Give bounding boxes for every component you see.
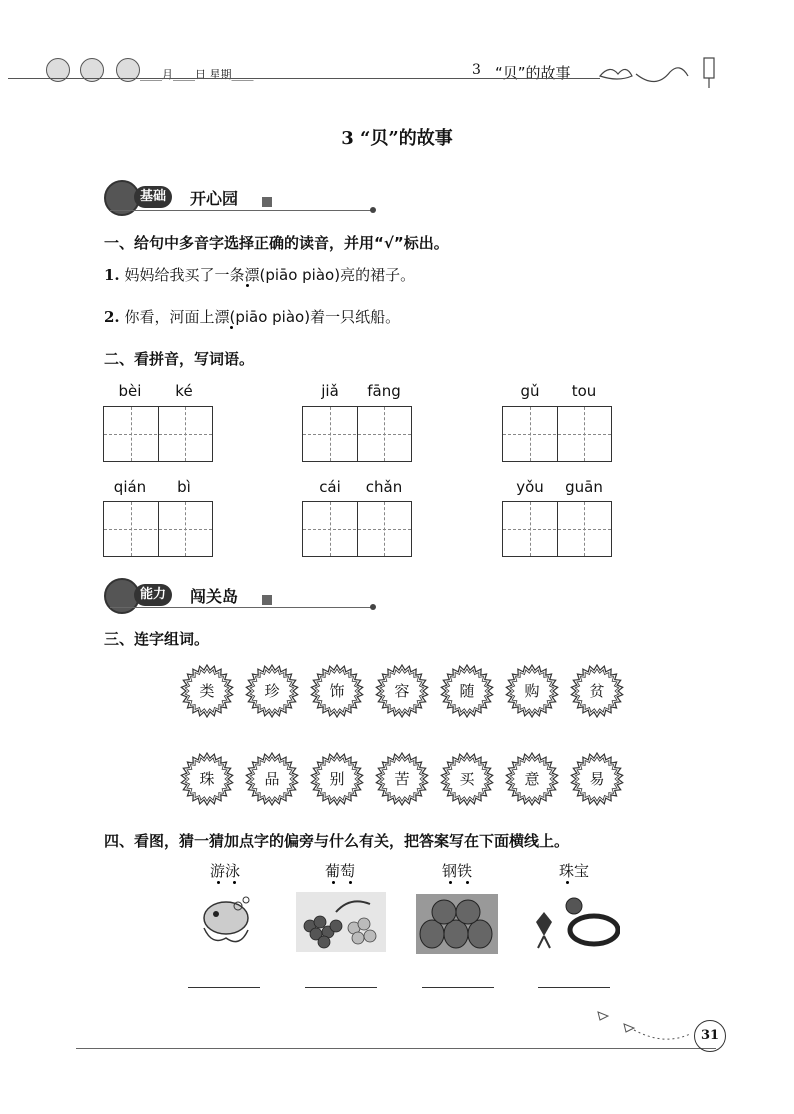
date-field: ____月____日 星期____ bbox=[140, 68, 254, 81]
char-burst[interactable] bbox=[180, 664, 234, 718]
emphasis-dot bbox=[233, 881, 236, 884]
burst-char: 别 bbox=[329, 770, 345, 788]
char-burst[interactable] bbox=[440, 752, 494, 806]
writing-grid[interactable] bbox=[103, 406, 213, 462]
emphasis-dot bbox=[449, 881, 452, 884]
writing-grid[interactable] bbox=[502, 501, 612, 557]
q1-item bbox=[104, 306, 400, 327]
banner-square-icon bbox=[262, 595, 272, 605]
header-lesson-title: “贝”的故事 bbox=[495, 64, 571, 82]
pinyin-label: ké bbox=[175, 382, 193, 400]
answer-line[interactable] bbox=[305, 987, 377, 988]
pinyin-label: tou bbox=[571, 382, 597, 400]
footer-rule bbox=[76, 1048, 716, 1049]
pinyin-label: bì bbox=[177, 478, 191, 496]
char-burst[interactable] bbox=[570, 664, 624, 718]
pinyin-label: chǎn bbox=[365, 478, 403, 496]
word-label: 葡萄 bbox=[324, 862, 355, 880]
header-lesson-number: 3 bbox=[472, 62, 481, 78]
answer-line[interactable] bbox=[422, 987, 494, 988]
char-row-2 bbox=[180, 752, 620, 808]
emphasis-dot bbox=[246, 284, 249, 287]
banner-square-icon bbox=[262, 197, 272, 207]
burst-char: 珍 bbox=[264, 682, 280, 700]
writing-grid[interactable] bbox=[302, 501, 412, 557]
pinyin-label: fāng bbox=[367, 382, 401, 400]
pinyin-label: qián bbox=[113, 478, 147, 496]
pinyin-label: guān bbox=[565, 478, 603, 496]
grapes-image bbox=[296, 892, 386, 952]
burst-char: 类 bbox=[199, 682, 215, 700]
butterfly-vine-decoration-icon bbox=[596, 50, 726, 90]
pinyin-label: bèi bbox=[118, 382, 142, 400]
burst-char: 贫 bbox=[589, 682, 605, 700]
page-number: 31 bbox=[694, 1020, 726, 1052]
burst-char: 苦 bbox=[394, 770, 410, 788]
jewelry-image bbox=[530, 892, 620, 956]
answer-line[interactable] bbox=[538, 987, 610, 988]
char-burst[interactable] bbox=[310, 752, 364, 806]
q1-target-char: 漂 bbox=[214, 308, 230, 326]
char-burst[interactable] bbox=[375, 752, 429, 806]
emphasis-dot bbox=[349, 881, 352, 884]
q1-pinyin-options: (piāo piào)着一只纸船。 bbox=[229, 308, 401, 326]
banner-pill: 基础 bbox=[134, 186, 172, 208]
header-rule bbox=[8, 78, 600, 79]
pinyin-label: jiǎ bbox=[321, 382, 339, 400]
char-burst[interactable] bbox=[375, 664, 429, 718]
char-burst[interactable] bbox=[570, 752, 624, 806]
answer-line[interactable] bbox=[188, 987, 260, 988]
q2-heading: 二、看拼音，写词语。 bbox=[104, 350, 255, 368]
q1-item bbox=[104, 264, 415, 285]
q1-item-text: 你看，河面上 bbox=[124, 308, 215, 326]
burst-char: 买 bbox=[459, 770, 475, 788]
char-row-1 bbox=[180, 664, 620, 720]
dotted-vine-decoration-icon bbox=[594, 1004, 694, 1044]
emphasis-dot bbox=[217, 881, 220, 884]
pinyin-label: gǔ bbox=[520, 382, 540, 400]
char-burst[interactable] bbox=[245, 664, 299, 718]
word-label: 珠宝 bbox=[558, 862, 589, 880]
banner-pill: 能力 bbox=[134, 584, 172, 606]
q4-heading: 四、看图，猜一猜加点字的偏旁与什么有关，把答案写在下面横线上。 bbox=[104, 832, 570, 850]
emphasis-dot bbox=[332, 881, 335, 884]
emphasis-dot bbox=[566, 881, 569, 884]
page-title: 3 “贝”的故事 bbox=[341, 128, 453, 149]
writing-grid[interactable] bbox=[502, 406, 612, 462]
banner-rule bbox=[110, 210, 372, 211]
emphasis-dot bbox=[466, 881, 469, 884]
steel-coils-image bbox=[416, 894, 498, 954]
char-burst[interactable] bbox=[310, 664, 364, 718]
writing-grid[interactable] bbox=[103, 501, 213, 557]
burst-char: 容 bbox=[394, 682, 410, 700]
burst-char: 品 bbox=[264, 770, 280, 788]
char-burst[interactable] bbox=[505, 752, 559, 806]
banner-rule bbox=[110, 607, 372, 608]
burst-char: 购 bbox=[524, 682, 540, 700]
q1-item-number: 2. bbox=[104, 308, 120, 326]
banner-title: 开心园 bbox=[190, 189, 239, 208]
char-burst[interactable] bbox=[440, 664, 494, 718]
q1-target-char: 漂 bbox=[244, 266, 260, 284]
swimming-fish-image bbox=[192, 890, 262, 954]
q1-item-number: 1. bbox=[104, 266, 120, 284]
burst-char: 随 bbox=[459, 682, 475, 700]
banner-dot-icon bbox=[370, 604, 376, 610]
banner-title: 闯关岛 bbox=[190, 587, 239, 606]
burst-char: 易 bbox=[589, 770, 605, 788]
q1-pinyin-options: (piāo piào)亮的裙子。 bbox=[259, 266, 416, 284]
burst-char: 珠 bbox=[199, 770, 215, 788]
q3-heading: 三、连字组词。 bbox=[104, 630, 210, 648]
emphasis-dot bbox=[230, 326, 233, 329]
char-burst[interactable] bbox=[245, 752, 299, 806]
pinyin-label: cái bbox=[319, 478, 341, 496]
q1-heading: 一、给句中多音字选择正确的读音，并用“√”标出。 bbox=[104, 234, 449, 252]
burst-char: 意 bbox=[524, 770, 540, 788]
writing-grid[interactable] bbox=[302, 406, 412, 462]
char-burst[interactable] bbox=[505, 664, 559, 718]
word-label: 游泳 bbox=[209, 862, 240, 880]
char-burst[interactable] bbox=[180, 752, 234, 806]
banner-dot-icon bbox=[370, 207, 376, 213]
pinyin-label: yǒu bbox=[516, 478, 544, 496]
burst-char: 饰 bbox=[329, 682, 345, 700]
q1-item-text: 妈妈给我买了一条 bbox=[124, 266, 245, 284]
word-label: 钢铁 bbox=[441, 862, 472, 880]
